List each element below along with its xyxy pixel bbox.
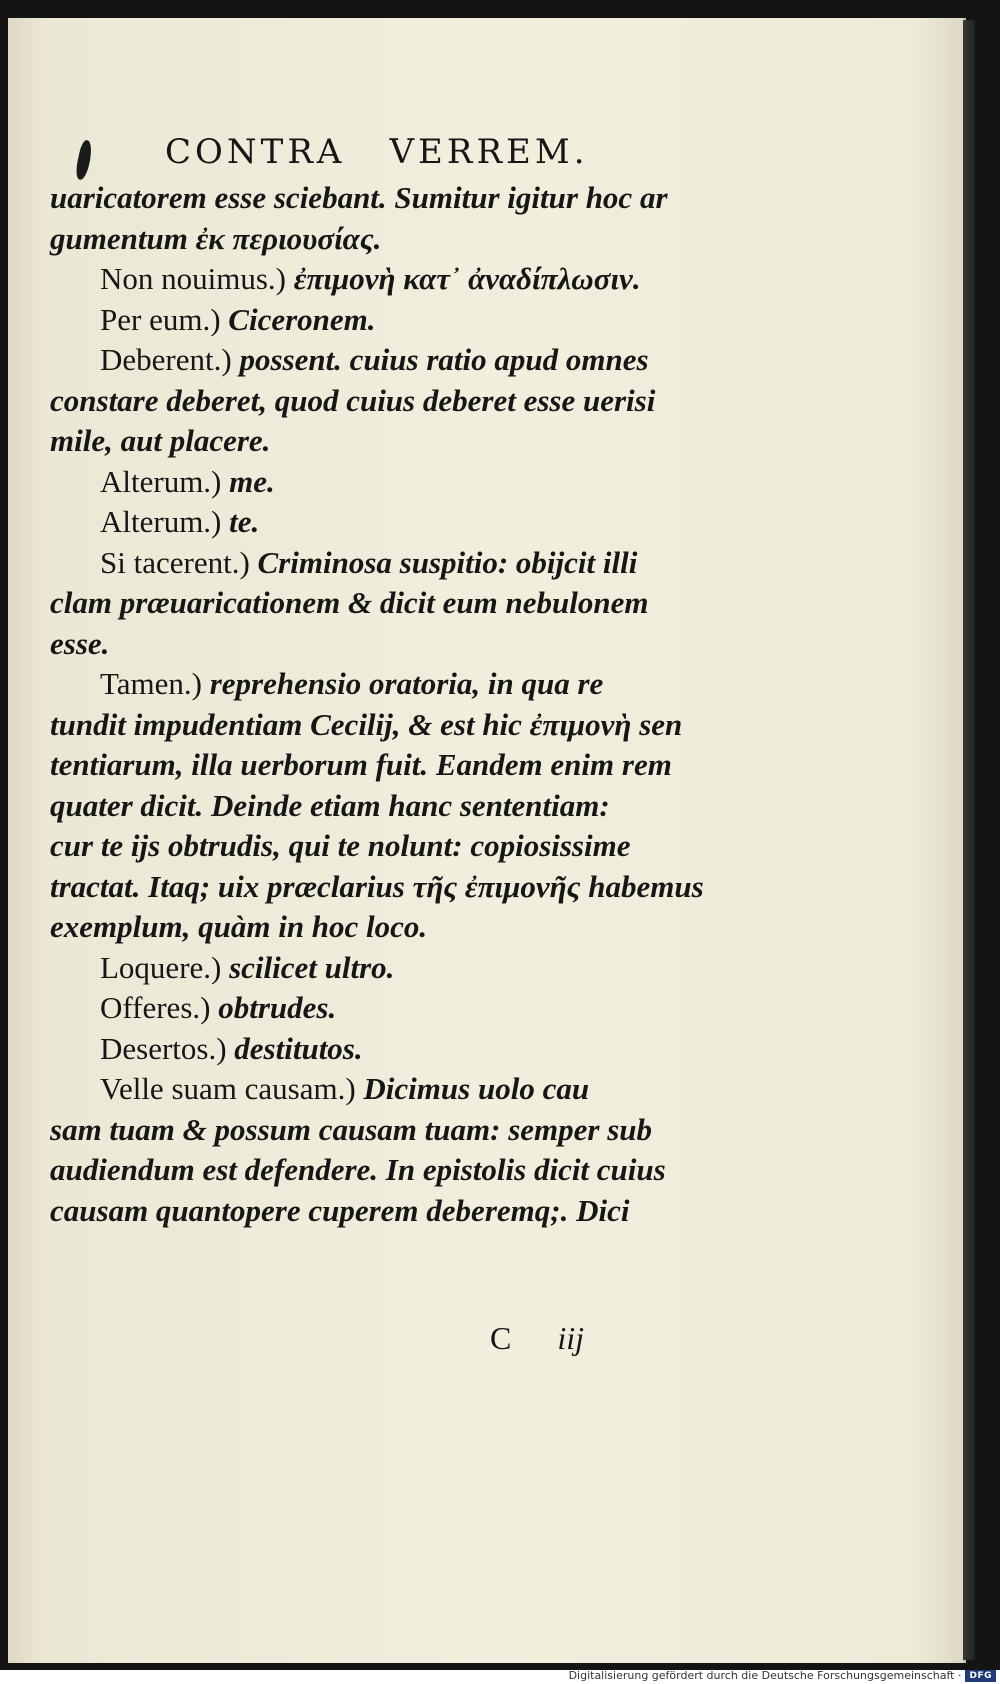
text-line <box>50 300 690 341</box>
text-line <box>50 705 690 746</box>
gloss: sam tuam & possum causam tuam: semper sub <box>50 1111 653 1147</box>
text-line <box>50 664 690 705</box>
gloss: Ciceronem. <box>228 301 376 337</box>
lemma: Alterum.) <box>100 504 230 539</box>
gloss: causam quantopere cuperem deberemq;. Dici <box>50 1192 630 1228</box>
gloss: cur te ijs obtrudis, qui te nolunt: copiosissime <box>50 828 631 863</box>
gloss: constare deberet, quod cuius deberet esse uerisi <box>50 382 656 418</box>
lemma: Desertos.) <box>100 1030 235 1066</box>
gloss: possent. cuius ratio apud omnes <box>239 342 649 377</box>
gloss: uaricatorem esse sciebant. Sumitur igitur hoc ar <box>50 180 668 215</box>
lemma: Offeres.) <box>100 990 219 1025</box>
running-head-left: CONTRA <box>165 132 346 172</box>
gloss: destitutos. <box>234 1030 363 1066</box>
text-line <box>50 826 690 867</box>
gloss: ἐπιμονὴ κατ᾽ ἀναδίπλωσιν. <box>293 261 641 296</box>
gloss: obtrudes. <box>218 990 337 1025</box>
gloss: me. <box>229 463 275 499</box>
text-line <box>50 988 690 1029</box>
signature-number: iij <box>557 1320 585 1356</box>
text-line <box>50 421 690 462</box>
gloss: gumentum ἐκ περιουσίας. <box>50 220 382 256</box>
gloss: tractat. Itaq; uix præclarius τῆς ἐπιμονῆς habemus <box>50 868 704 904</box>
text-line <box>50 1029 690 1070</box>
gloss: mile, aut placere. <box>50 423 271 458</box>
gloss: clam præuaricationem & dicit eum nebulonem <box>50 585 649 620</box>
text-line <box>50 462 690 503</box>
text-line <box>50 259 690 300</box>
text-line <box>50 1110 690 1151</box>
text-line <box>50 624 690 665</box>
lemma: Deberent.) <box>100 342 240 377</box>
dfg-logo: DFG <box>965 1670 996 1682</box>
gloss: esse. <box>50 625 110 661</box>
text-line <box>50 340 690 381</box>
signature-letter: C <box>490 1320 512 1356</box>
text-line <box>50 948 690 989</box>
gloss: quater dicit. Deinde etiam hanc sententiam: <box>50 787 610 823</box>
text-line <box>50 1069 690 1110</box>
lemma: Loquere.) <box>100 949 230 985</box>
lemma: Velle suam causam.) <box>100 1071 364 1106</box>
gloss: Criminosa suspitio: obijcit illi <box>257 544 638 580</box>
gloss: Dicimus uolo cau <box>363 1071 590 1106</box>
lemma: Non nouimus.) <box>100 261 294 296</box>
text-line <box>50 583 690 624</box>
text-line <box>50 786 690 827</box>
text-line <box>50 381 690 422</box>
lemma: Tamen.) <box>100 666 210 701</box>
gloss: audiendum est defendere. In epistolis dicit cuius <box>50 1152 666 1187</box>
text-line <box>50 502 690 543</box>
running-head-right: VERREM. <box>389 132 589 172</box>
gloss: te. <box>229 504 260 539</box>
signature-mark <box>490 1320 584 1357</box>
text-line <box>50 543 690 584</box>
gloss: tentiarum, illa uerborum fuit. <box>50 747 436 782</box>
page-edge <box>963 20 975 1660</box>
gloss: Eandem enim rem <box>435 747 672 782</box>
text-line <box>50 745 690 786</box>
running-head <box>165 132 589 172</box>
text-line <box>50 907 690 948</box>
commentary-text <box>50 178 704 1231</box>
text-line <box>50 178 690 219</box>
lemma: Alterum.) <box>100 463 230 499</box>
gloss: scilicet ultro. <box>229 949 395 985</box>
text-line <box>50 1191 690 1232</box>
text-line <box>50 219 690 260</box>
gloss: exemplum, quàm in hoc loco. <box>50 909 428 944</box>
footer-credit: Digitalisierung gefördert durch die Deutsche Forschungsgemeinschaft · <box>568 1669 962 1682</box>
text-line <box>50 1150 690 1191</box>
lemma: Per eum.) <box>100 301 229 337</box>
digitization-footer <box>569 1669 996 1682</box>
lemma: Si tacerent.) <box>100 544 258 580</box>
text-line <box>50 867 704 908</box>
gloss: reprehensio oratoria, in qua re <box>209 666 604 701</box>
gloss: tundit impudentiam Cecilij, & est hic ἐπιμονὴ sen <box>50 706 683 742</box>
